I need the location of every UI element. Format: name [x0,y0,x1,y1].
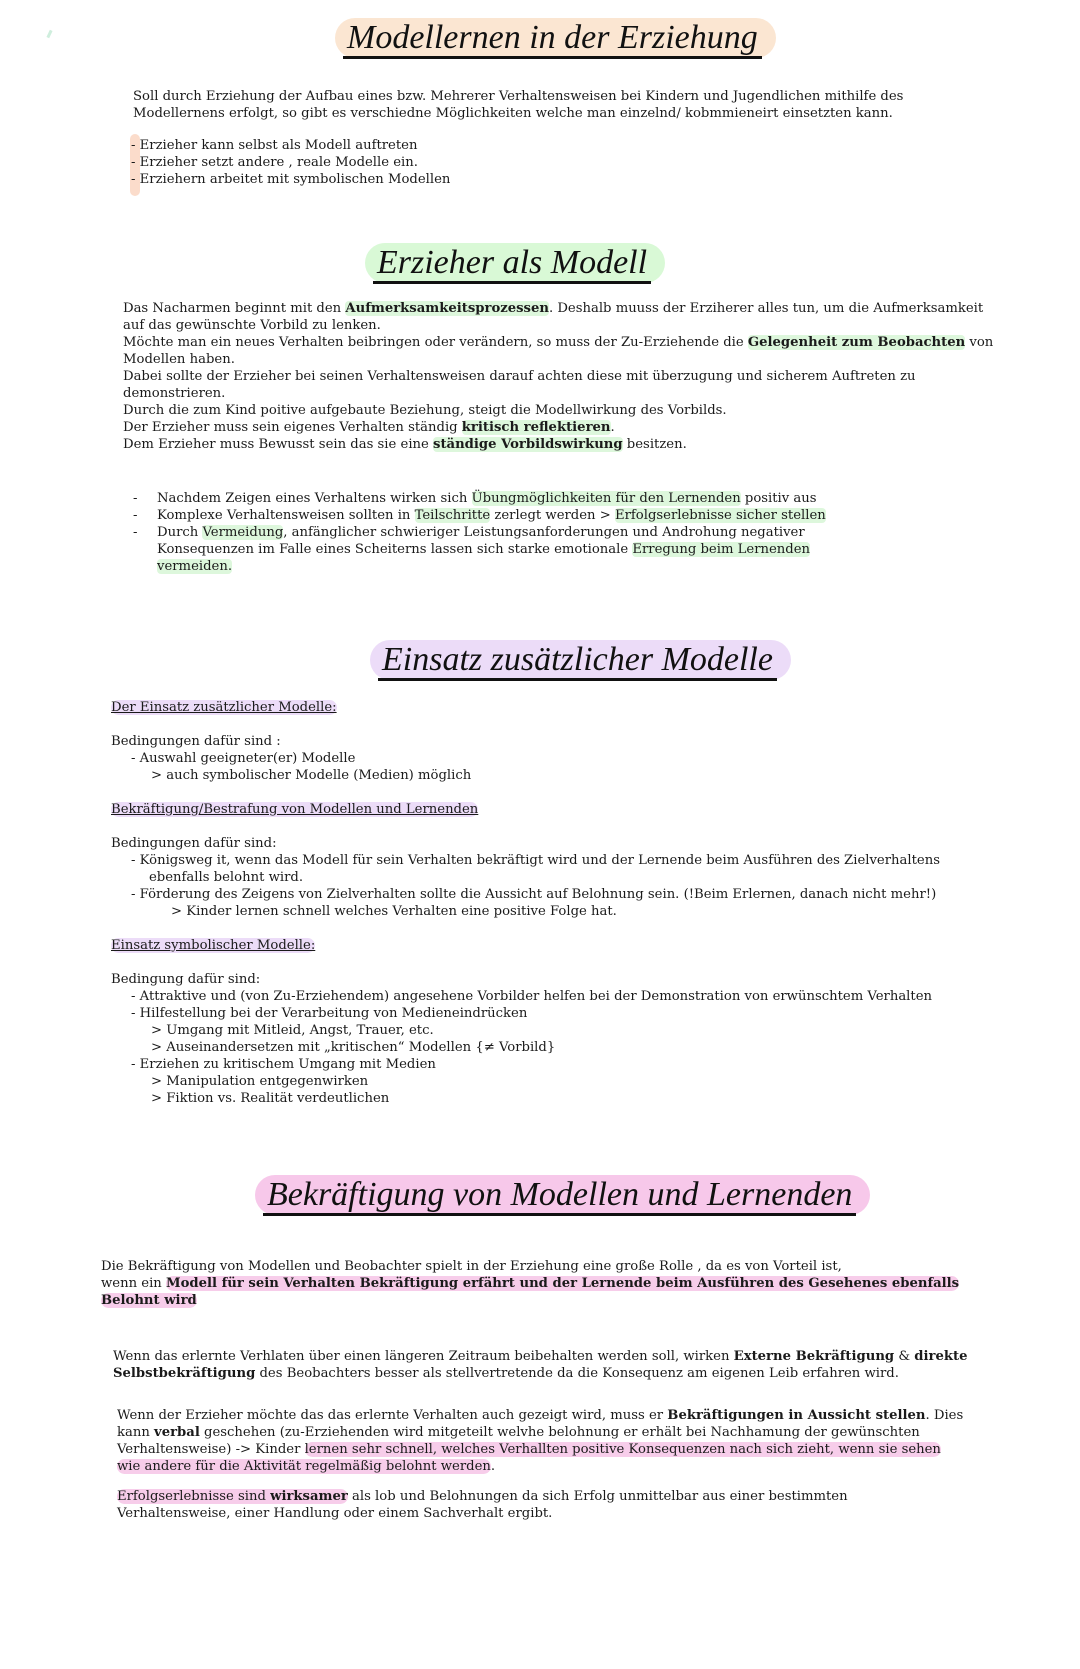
text-line: Selbstbekräftigung des Beobachters besser als stellvertretende da die Konsequenz am eigenen Leib erfahren wird. [113,1366,899,1381]
text-line: auf das gewünschte Vorbild zu lenken. [123,318,381,333]
erzieher-paragraphs [123,300,1023,453]
list-item: > Kinder lernen schnell welches Verhalten eine positive Folge hat. [171,904,617,919]
text-line: Soll durch Erziehung der Aufbau eines bzw. Mehrerer Verhaltensweisen bei Kindern und Jugendlichen mithilfe des [133,89,904,104]
text-line: Bedingungen dafür sind: [111,836,277,851]
section-title-einsatz-modelle [370,640,791,680]
subheading: Einsatz symbolischer Modelle: [111,938,316,953]
list-item: > Umgang mit Mitleid, Angst, Trauer, etc. [151,1023,434,1038]
text-line: Bedingung dafür sind: [111,972,261,987]
text-line: Die Bekräftigung von Modellen und Beobachter spielt in der Erziehung eine große Rolle , da es von Vorteil ist, [101,1259,842,1274]
text-line: Der Erzieher muss sein eigenes Verhalten ständig kritisch reflektieren. [123,420,615,435]
list-item: > Auseinandersetzen mit „kritischen“ Modellen {≠ Vorbild} [151,1040,556,1055]
bekraeftigung-intro [101,1258,1031,1309]
text-line: Verhaltensweise) -> Kinder lernen sehr schnell, welches Verhallten positive Konsequenzen nach sich zieht, wenn sie sehen [117,1442,941,1457]
section-title-bekraeftigung [255,1175,870,1215]
list-item: > auch symbolischer Modelle (Medien) möglich [151,768,472,783]
text-line: Dem Erzieher muss Bewusst sein das sie eine ständige Vorbildswirkung besitzen. [123,437,687,452]
list-item: - Erzieher setzt andere , reale Modelle ein. [131,155,418,170]
text-line: Dabei sollte der Erzieher bei seinen Verhaltensweisen darauf achten diese mit überzugung und sicherem Auftreten zu [123,369,916,384]
text-line: wenn ein Modell für sein Verhalten Bekräftigung erfährt und der Lernende beim Ausführen des Gesehenes ebenfalls [101,1276,960,1291]
text-line: Wenn der Erzieher möchte das das erlernte Verhalten auch gezeigt wird, muss er Bekräftigungen in Aussicht stellen. Dies [117,1408,964,1423]
section-title-erzieher-als-modell [365,243,665,283]
text-line: Bedingungen dafür sind : [111,734,281,749]
subheading: Der Einsatz zusätzlicher Modelle: [111,700,337,715]
bullet-item: - Komplexe Verhaltensweisen sollten in Teilschritte zerlegt werden > Erfolgserlebnisse sicher stellen [133,508,826,523]
pen-mark [46,30,52,39]
text-line: Durch die zum Kind poitive aufgebaute Beziehung, steigt die Modellwirkung des Vorbilds. [123,403,727,418]
title-text: Einsatz zusätzlicher Modelle [378,641,777,681]
list-item: - Erzieher kann selbst als Modell auftreten [131,138,418,153]
einsatz-content [111,699,1031,1107]
list-item: - Erziehen zu kritischem Umgang mit Medien [131,1057,436,1072]
section-title-modellernen [335,18,776,58]
text-line: Belohnt wird [101,1293,197,1308]
intro-paragraph [133,88,1033,122]
text-line: demonstrieren. [123,386,226,401]
text-line: Möchte man ein neues Verhalten beibringen oder verändern, so muss der Zu-Erziehende die Gelegenheit zum Beobachten von [123,335,994,350]
title-text: Bekräftigung von Modellen und Lernenden [263,1176,856,1216]
text-line: Verhaltensweise, einer Handlung oder einem Sachverhalt ergibt. [117,1506,553,1521]
text-line: Modellernens erfolgt, so gibt es verschiedne Möglichkeiten welche man einzelnd/ kobmmieneirt einsetzten kann. [133,106,893,121]
bullet-item: - Nachdem Zeigen eines Verhaltens wirken sich Übungmöglichkeiten für den Lernenden positiv aus [133,491,817,506]
list-item: - Erziehern arbeitet mit symbolischen Modellen [131,172,451,187]
list-item: ebenfalls belohnt wird. [149,870,304,885]
list-item: - Königsweg it, wenn das Modell für sein Verhalten bekräftigt wird und der Lernende beim Ausführen des Zielverhaltens [131,853,940,868]
erzieher-bullets [123,490,1003,575]
possibilities-list [131,137,731,188]
bekraeftigung-p3 [117,1407,1037,1475]
title-text: Erzieher als Modell [373,244,651,284]
list-item: - Hilfestellung bei der Verarbeitung von Medieneindrücken [131,1006,528,1021]
text-line: kann verbal geschehen (zu-Erziehenden wird mitgeteilt welvhe belohnung er erhält bei Nachhamung der gewünschten [117,1425,920,1440]
bullet-item: - Durch Vermeidung, anfänglicher schwieriger Leistungsanforderungen und Androhung negativer Konsequenzen im Falle eines Scheiterns lassen sich starke emotionale Erregung beim Lernenden vermeiden. [133,525,811,574]
bekraeftigung-p2 [113,1348,1033,1382]
list-item: - Attraktive und (von Zu-Erziehendem) angesehene Vorbilder helfen bei der Demonstration von erwünschtem Verhalten [131,989,932,1004]
text-line: Wenn das erlernte Verhlaten über einen längeren Zeitraum beibehalten werden soll, wirken Externe Bekräftigung & direkte [113,1349,968,1364]
title-text: Modellernen in der Erziehung [343,19,762,59]
text-line: Erfolgserlebnisse sind wirksamer als lob und Belohnungen da sich Erfolg unmittelbar aus einer bestimmten [117,1489,848,1504]
text-line: Das Nacharmen beginnt mit den Aufmerksamkeitsprozessen. Deshalb muuss der Erziherer alles tun, um die Aufmerksamkeit [123,301,984,316]
subheading: Bekräftigung/Bestrafung von Modellen und Lernenden [111,802,479,817]
list-item: - Förderung des Zeigens von Zielverhalten sollte die Aussicht auf Belohnung sein. (!Beim Erlernen, danach nicht mehr!) [131,887,937,902]
list-item: > Manipulation entgegenwirken [151,1074,369,1089]
text-line: Modellen haben. [123,352,235,367]
bekraeftigung-p4 [117,1488,1037,1522]
list-item: - Auswahl geeigneter(er) Modelle [131,751,356,766]
list-item: > Fiktion vs. Realität verdeutlichen [151,1091,390,1106]
text-line: wie andere für die Aktivität regelmäßig belohnt werden. [117,1459,496,1474]
